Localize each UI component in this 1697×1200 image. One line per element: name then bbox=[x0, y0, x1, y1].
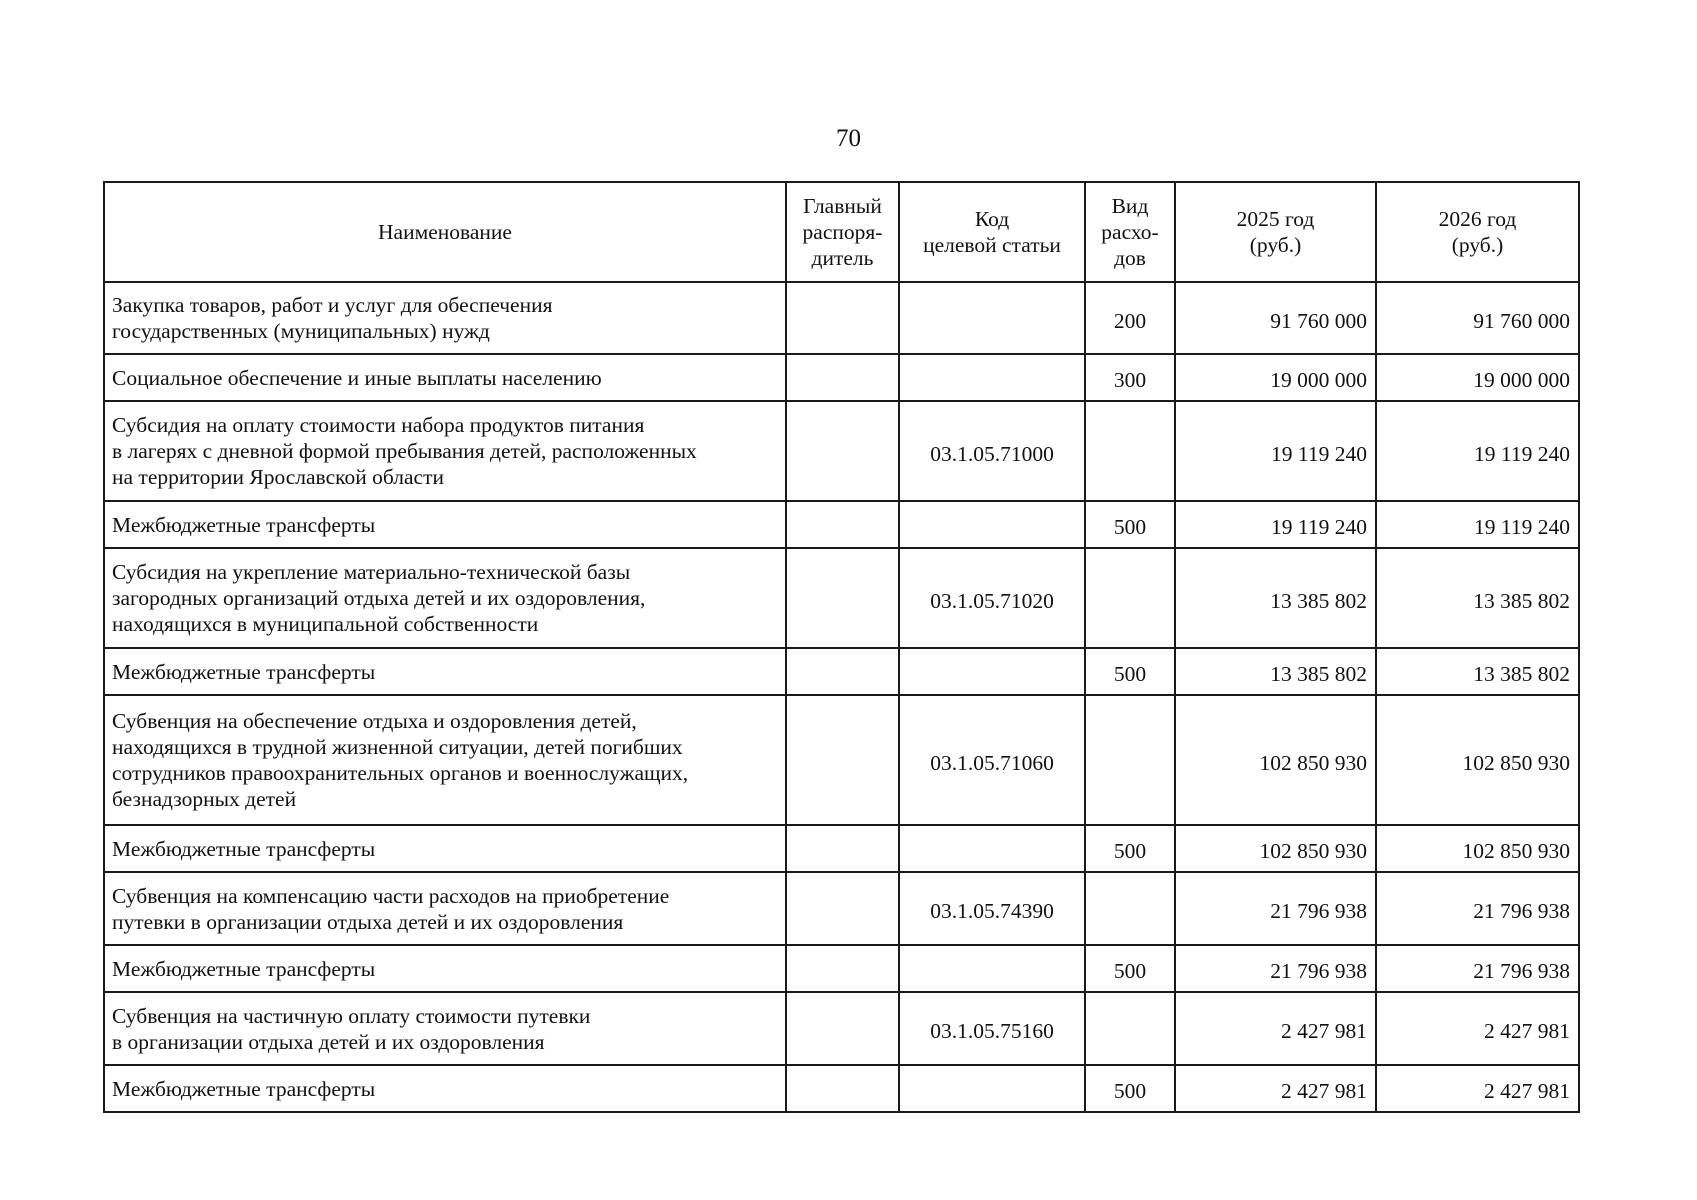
cell-code: 03.1.05.71000 bbox=[899, 401, 1085, 501]
cell-admin bbox=[786, 992, 899, 1065]
cell-admin bbox=[786, 282, 899, 354]
table-row bbox=[104, 548, 1579, 648]
cell-type bbox=[1085, 548, 1175, 648]
header-2025: 2025 год (руб.) bbox=[1175, 182, 1376, 282]
cell-name: Социальное обеспечение и иные выплаты населению bbox=[104, 354, 786, 401]
cell-admin bbox=[786, 501, 899, 548]
page-number: 70 bbox=[836, 125, 861, 152]
cell-2026: 19 119 240 bbox=[1376, 501, 1579, 548]
cell-2025: 21 796 938 bbox=[1175, 945, 1376, 992]
cell-code bbox=[899, 945, 1085, 992]
cell-admin bbox=[786, 548, 899, 648]
header-name: Наименование bbox=[104, 182, 786, 282]
budget-table bbox=[103, 181, 1580, 1113]
cell-name: Субсидия на укрепление материально-технической базы загородных организаций отдыха детей и их оздоровления, находящихся в муниципальной собственности bbox=[104, 548, 786, 648]
cell-type: 500 bbox=[1085, 648, 1175, 695]
table-row bbox=[104, 825, 1579, 872]
cell-code bbox=[899, 354, 1085, 401]
cell-name: Межбюджетные трансферты bbox=[104, 648, 786, 695]
cell-admin bbox=[786, 872, 899, 945]
cell-code: 03.1.05.71060 bbox=[899, 695, 1085, 825]
cell-code bbox=[899, 825, 1085, 872]
cell-code: 03.1.05.71020 bbox=[899, 548, 1085, 648]
cell-code: 03.1.05.74390 bbox=[899, 872, 1085, 945]
cell-2026: 19 000 000 bbox=[1376, 354, 1579, 401]
cell-name: Межбюджетные трансферты bbox=[104, 501, 786, 548]
table-row bbox=[104, 282, 1579, 354]
cell-name: Субвенция на частичную оплату стоимости путевки в организации отдыха детей и их оздоровления bbox=[104, 992, 786, 1065]
cell-2025: 13 385 802 bbox=[1175, 648, 1376, 695]
header-type: Вид расхо- дов bbox=[1085, 182, 1175, 282]
cell-2026: 91 760 000 bbox=[1376, 282, 1579, 354]
table-row bbox=[104, 695, 1579, 825]
cell-type: 500 bbox=[1085, 945, 1175, 992]
cell-type: 200 bbox=[1085, 282, 1175, 354]
cell-2025: 19 119 240 bbox=[1175, 401, 1376, 501]
cell-2026: 21 796 938 bbox=[1376, 945, 1579, 992]
cell-2026: 102 850 930 bbox=[1376, 695, 1579, 825]
cell-type: 500 bbox=[1085, 501, 1175, 548]
cell-code bbox=[899, 501, 1085, 548]
cell-admin bbox=[786, 401, 899, 501]
cell-2026: 102 850 930 bbox=[1376, 825, 1579, 872]
cell-admin bbox=[786, 354, 899, 401]
table-row bbox=[104, 401, 1579, 501]
cell-type bbox=[1085, 695, 1175, 825]
table-body bbox=[104, 282, 1579, 1112]
table-header-row bbox=[104, 182, 1579, 282]
cell-admin bbox=[786, 825, 899, 872]
cell-2026: 2 427 981 bbox=[1376, 992, 1579, 1065]
cell-type: 500 bbox=[1085, 1065, 1175, 1112]
cell-code: 03.1.05.75160 bbox=[899, 992, 1085, 1065]
cell-type bbox=[1085, 992, 1175, 1065]
cell-admin bbox=[786, 1065, 899, 1112]
cell-2025: 21 796 938 bbox=[1175, 872, 1376, 945]
cell-name: Субвенция на обеспечение отдыха и оздоровления детей, находящихся в трудной жизненной ситуации, детей погибших сотрудников правоохранительных органов и военнослужащих, безнадзорных детей bbox=[104, 695, 786, 825]
cell-2025: 19 119 240 bbox=[1175, 501, 1376, 548]
cell-2025: 91 760 000 bbox=[1175, 282, 1376, 354]
cell-code bbox=[899, 1065, 1085, 1112]
cell-admin bbox=[786, 695, 899, 825]
cell-type bbox=[1085, 872, 1175, 945]
table-row bbox=[104, 501, 1579, 548]
table-row bbox=[104, 648, 1579, 695]
cell-2025: 13 385 802 bbox=[1175, 548, 1376, 648]
cell-type: 500 bbox=[1085, 825, 1175, 872]
header-2026: 2026 год (руб.) bbox=[1376, 182, 1579, 282]
cell-2026: 19 119 240 bbox=[1376, 401, 1579, 501]
cell-2026: 13 385 802 bbox=[1376, 648, 1579, 695]
cell-2025: 102 850 930 bbox=[1175, 695, 1376, 825]
cell-type bbox=[1085, 401, 1175, 501]
cell-name: Межбюджетные трансферты bbox=[104, 825, 786, 872]
cell-2025: 2 427 981 bbox=[1175, 1065, 1376, 1112]
cell-admin bbox=[786, 648, 899, 695]
cell-name: Закупка товаров, работ и услуг для обеспечения государственных (муниципальных) нужд bbox=[104, 282, 786, 354]
cell-2026: 13 385 802 bbox=[1376, 548, 1579, 648]
cell-2025: 19 000 000 bbox=[1175, 354, 1376, 401]
cell-code bbox=[899, 282, 1085, 354]
cell-name: Субсидия на оплату стоимости набора продуктов питания в лагерях с дневной формой пребывания детей, расположенных на территории Ярославской области bbox=[104, 401, 786, 501]
table-row bbox=[104, 992, 1579, 1065]
cell-type: 300 bbox=[1085, 354, 1175, 401]
cell-admin bbox=[786, 945, 899, 992]
cell-2026: 2 427 981 bbox=[1376, 1065, 1579, 1112]
cell-2026: 21 796 938 bbox=[1376, 872, 1579, 945]
table-row bbox=[104, 945, 1579, 992]
header-admin: Главный распоря- дитель bbox=[786, 182, 899, 282]
cell-2025: 2 427 981 bbox=[1175, 992, 1376, 1065]
table-row bbox=[104, 354, 1579, 401]
cell-name: Субвенция на компенсацию части расходов на приобретение путевки в организации отдыха детей и их оздоровления bbox=[104, 872, 786, 945]
cell-name: Межбюджетные трансферты bbox=[104, 1065, 786, 1112]
cell-code bbox=[899, 648, 1085, 695]
table-row bbox=[104, 1065, 1579, 1112]
header-code: Код целевой статьи bbox=[899, 182, 1085, 282]
table-row bbox=[104, 872, 1579, 945]
cell-name: Межбюджетные трансферты bbox=[104, 945, 786, 992]
cell-2025: 102 850 930 bbox=[1175, 825, 1376, 872]
